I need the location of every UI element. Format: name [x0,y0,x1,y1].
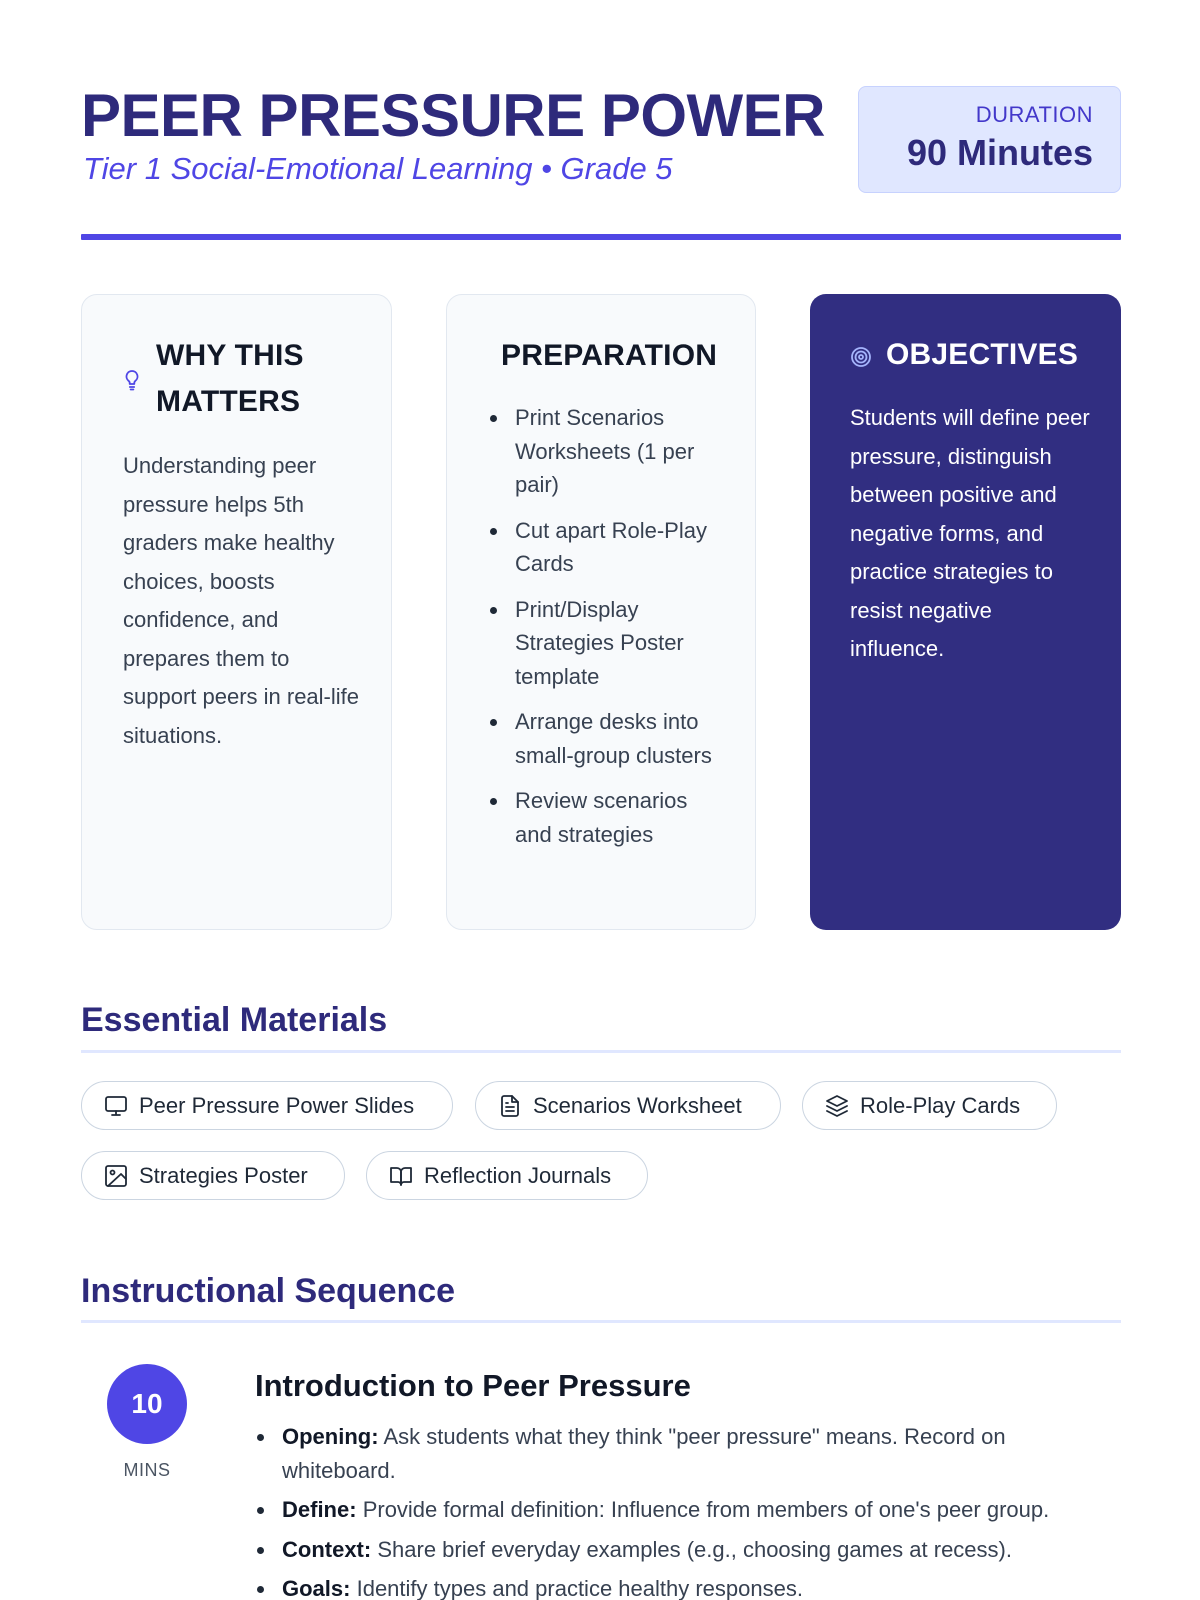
material-label: Role-Play Cards [860,1092,1021,1118]
why-this-matters-card [81,294,392,930]
material-label: Strategies Poster [139,1162,308,1188]
sequence-section-title: Instructional Sequence [81,1272,456,1310]
step-duration-unit: MINS [123,1460,171,1480]
list-item: Arrange desks into small-group clusters [488,705,728,772]
list-item: Print/Display Strategies Poster template [488,593,728,694]
objectives-card-body: Students will define peer pressure, distinguish between positive and negative forms, and practice strategies to resist negative influence. [850,405,1090,661]
target-icon [850,346,872,368]
material-label: Peer Pressure Power Slides [139,1092,415,1118]
duration-box [858,86,1121,193]
header-divider [81,234,1121,240]
page-subtitle: Tier 1 Social-Emotional Learning • Grade 5 [83,151,673,186]
step-points [255,1420,1121,1600]
material-chip-journals[interactable] [366,1151,648,1200]
document-icon [497,1093,523,1119]
objectives-card-title: OBJECTIVES [886,338,1079,371]
list-item: Print Scenarios Worksheets (1 per pair) [488,401,728,502]
point-text: Identify types and practice healthy responses. [356,1576,803,1600]
point-text: Ask students what they think "peer pressure" means. Record on whiteboard. [282,1424,1006,1483]
material-chip-worksheet[interactable] [475,1081,781,1130]
list-item [255,1420,1121,1487]
point-label: Opening: [282,1424,379,1449]
objectives-card [810,294,1121,930]
layers-icon [824,1093,850,1119]
point-label: Context: [282,1536,372,1562]
preparation-card [446,294,756,930]
point-text: Provide formal definition: Influence from members of one's peer group. [362,1497,1050,1522]
why-card-body: Understanding peer pressure helps 5th graders make healthy choices, boosts confidence, and prepares them to support peers in real-life situations. [123,453,360,748]
materials-divider [81,1050,1121,1053]
point-text: Share brief everyday examples (e.g., choosing games at recess). [377,1536,1012,1562]
book-open-icon [388,1163,414,1189]
preparation-list [488,401,728,863]
point-label: Goals: [282,1576,351,1600]
image-icon [103,1163,129,1189]
duration-value: 90 Minutes [906,132,1093,173]
point-label: Define: [282,1497,357,1522]
duration-label: DURATION [975,102,1093,127]
list-item [255,1572,1121,1600]
list-item: Cut apart Role-Play Cards [488,514,728,581]
material-chip-slides[interactable] [81,1081,453,1130]
material-label: Reflection Journals [424,1162,612,1188]
step-duration-badge: 10 [107,1364,187,1444]
lightbulb-icon [123,369,141,391]
page-title: PEER PRESSURE POWER [81,82,825,149]
header [81,84,1121,194]
materials-section-title: Essential Materials [81,1001,388,1039]
why-card-title: WHY THIS MATTERS [156,339,304,418]
list-item [255,1493,1121,1527]
material-chip-poster[interactable] [81,1151,345,1200]
list-item [255,1533,1121,1567]
preparation-card-title: PREPARATION [501,339,718,372]
material-chip-role-play[interactable] [802,1081,1057,1130]
sequence-divider [81,1320,1121,1323]
material-label: Scenarios Worksheet [533,1092,742,1118]
step-title: Introduction to Peer Pressure [255,1368,691,1403]
list-item: Review scenarios and strategies [488,784,728,851]
monitor-icon [103,1093,129,1119]
